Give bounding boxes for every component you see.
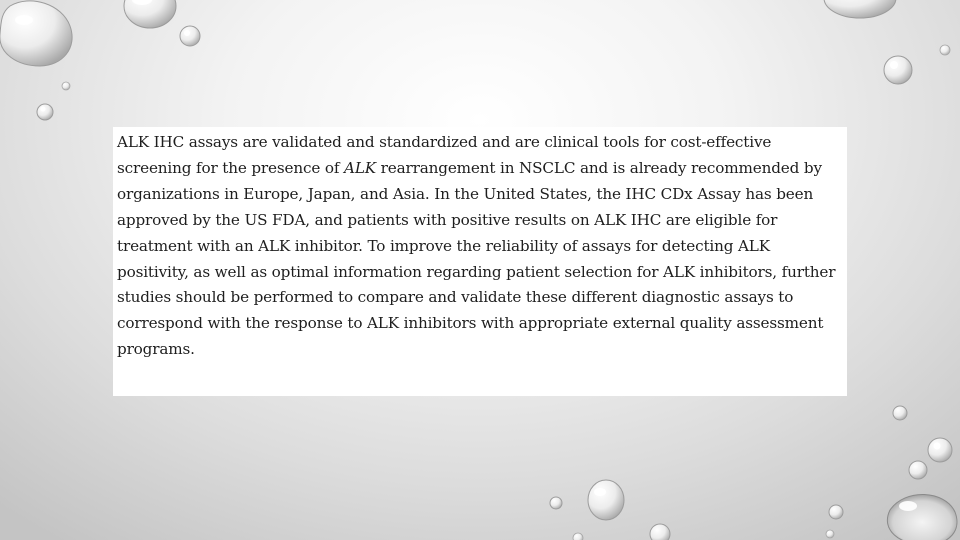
droplet-large-top-left <box>0 1 72 66</box>
text-panel <box>113 127 847 396</box>
paragraph-italic-gene-name: ALK <box>344 158 376 177</box>
body-paragraph <box>117 130 839 363</box>
paragraph-text-run: ALK IHC assays are validated and standardized and are clinical tools for cost-effective screening for the presence of <box>117 133 772 177</box>
paragraph-text-run: rearrangement in NSCLC and is already recommended by organizations in Europe, Japan, and Asia. In the United States, the IHC CDx Assay has been approved by the US FDA, and patients with positive results on ALK IHC are eligible for treatment with an ALK inhibitor. To improve the reliability of assays for detecting ALK positivity, as well as optimal information regarding patient selection for ALK inhibitors, further studies should be performed to compare and validate these different diagnostic assays to correspond with the response to ALK inhibitors with appropriate external quality assessment programs. <box>117 158 836 359</box>
droplet-large-bottom-right <box>887 494 957 540</box>
